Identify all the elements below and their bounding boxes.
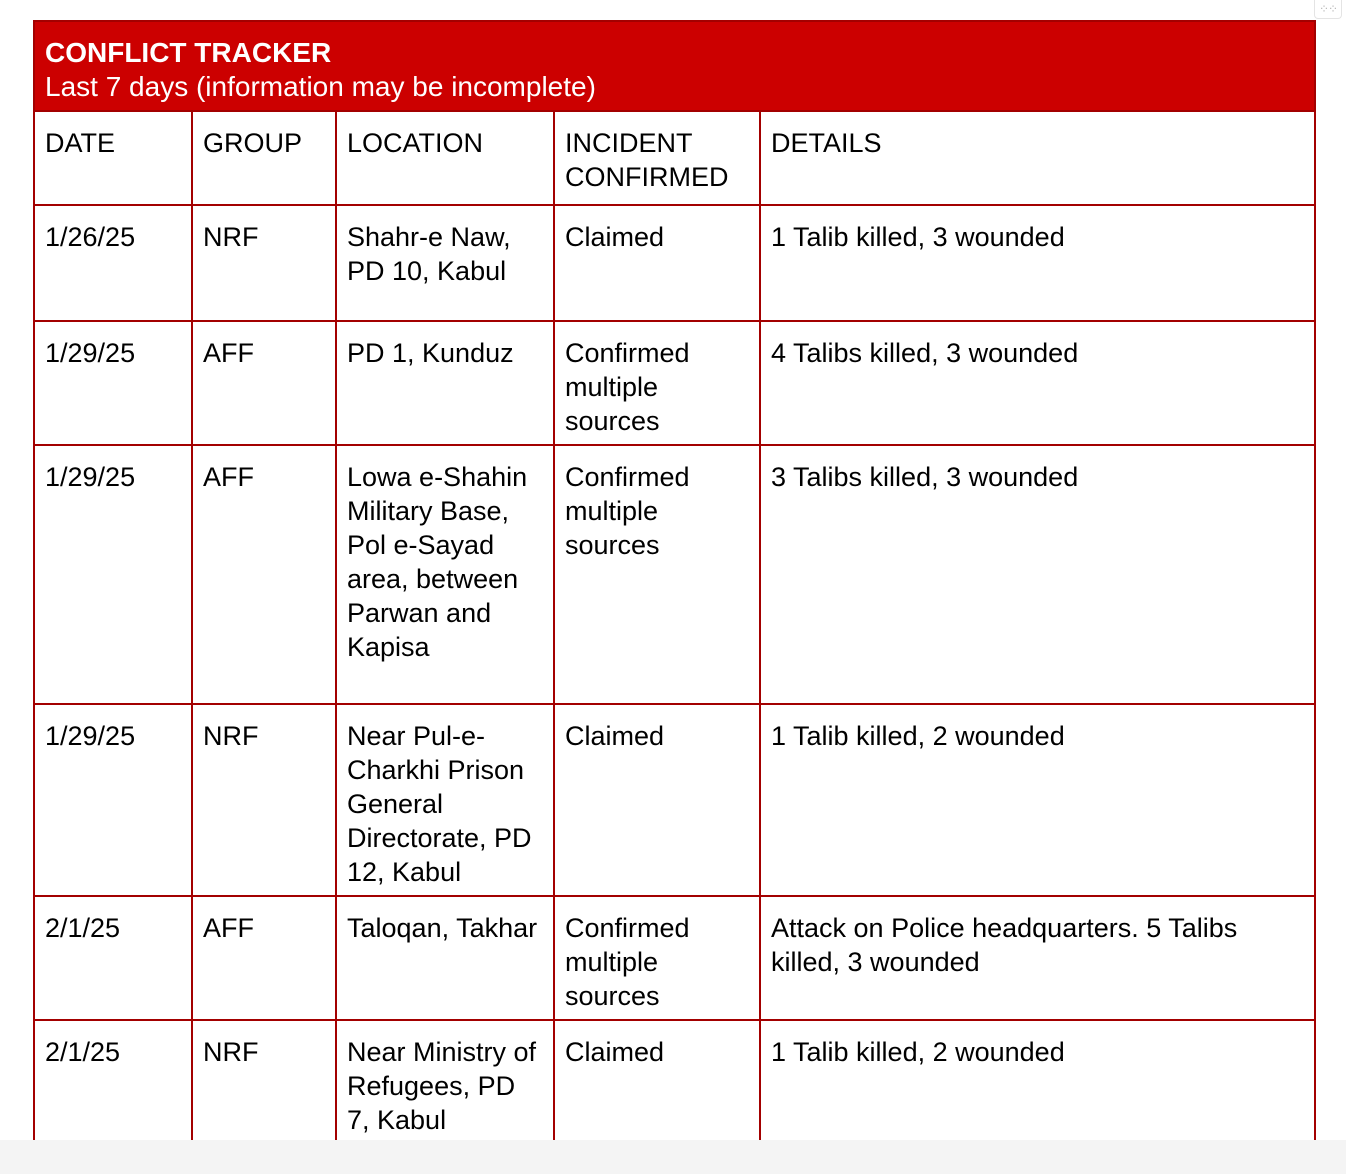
column-header-group: GROUP (192, 111, 336, 205)
cell-location: Near Pul-e-Charkhi Prison General Directorate, PD 12, Kabul (336, 704, 554, 896)
cell-group: AFF (192, 321, 336, 445)
cell-group: NRF (192, 1020, 336, 1144)
table-row (34, 1020, 1315, 1144)
conflict-tracker-table (33, 20, 1316, 1145)
cell-group: AFF (192, 445, 336, 704)
cell-details: Attack on Police headquarters. 5 Talibs killed, 3 wounded (760, 896, 1315, 1020)
cell-date: 1/29/25 (34, 704, 192, 896)
cell-confirmed: Claimed (554, 704, 760, 896)
cell-location: Shahr-e Naw, PD 10, Kabul (336, 205, 554, 321)
table-row (34, 704, 1315, 896)
cell-location: Taloqan, Takhar (336, 896, 554, 1020)
column-header-date: DATE (34, 111, 192, 205)
cell-date: 1/26/25 (34, 205, 192, 321)
column-header-incident-confirmed: INCIDENT CONFIRMED (554, 111, 760, 205)
cell-date: 2/1/25 (34, 1020, 192, 1144)
cell-details: 1 Talib killed, 2 wounded (760, 1020, 1315, 1144)
column-header-location: LOCATION (336, 111, 554, 205)
cell-date: 1/29/25 (34, 321, 192, 445)
cell-location: Near Ministry of Refugees, PD 7, Kabul (336, 1020, 554, 1144)
table-banner (34, 21, 1315, 111)
column-header-details: DETAILS (760, 111, 1315, 205)
banner-row (34, 21, 1315, 111)
table-row (34, 205, 1315, 321)
cell-location: Lowa e-Shahin Military Base, Pol e-Sayad area, between Parwan and Kapisa (336, 445, 554, 704)
cell-group: NRF (192, 205, 336, 321)
cell-group: NRF (192, 704, 336, 896)
cell-date: 1/29/25 (34, 445, 192, 704)
table-row (34, 321, 1315, 445)
drag-handle-icon[interactable]: ⁘⁘ (1314, 0, 1342, 19)
cell-confirmed: Confirmed multiple sources (554, 445, 760, 704)
table-row (34, 445, 1315, 704)
table-row (34, 896, 1315, 1020)
cell-details: 4 Talibs killed, 3 wounded (760, 321, 1315, 445)
cell-details: 3 Talibs killed, 3 wounded (760, 445, 1315, 704)
cell-location: PD 1, Kunduz (336, 321, 554, 445)
header-row (34, 111, 1315, 205)
cell-date: 2/1/25 (34, 896, 192, 1020)
cell-confirmed: Confirmed multiple sources (554, 321, 760, 445)
cell-confirmed: Claimed (554, 205, 760, 321)
table-subtitle: Last 7 days (information may be incomplete) (45, 71, 596, 102)
cell-details: 1 Talib killed, 2 wounded (760, 704, 1315, 896)
bottom-band (0, 1140, 1346, 1174)
cell-group: AFF (192, 896, 336, 1020)
cell-confirmed: Confirmed multiple sources (554, 896, 760, 1020)
table-title: CONFLICT TRACKER (45, 37, 332, 68)
cell-details: 1 Talib killed, 3 wounded (760, 205, 1315, 321)
cell-confirmed: Claimed (554, 1020, 760, 1144)
